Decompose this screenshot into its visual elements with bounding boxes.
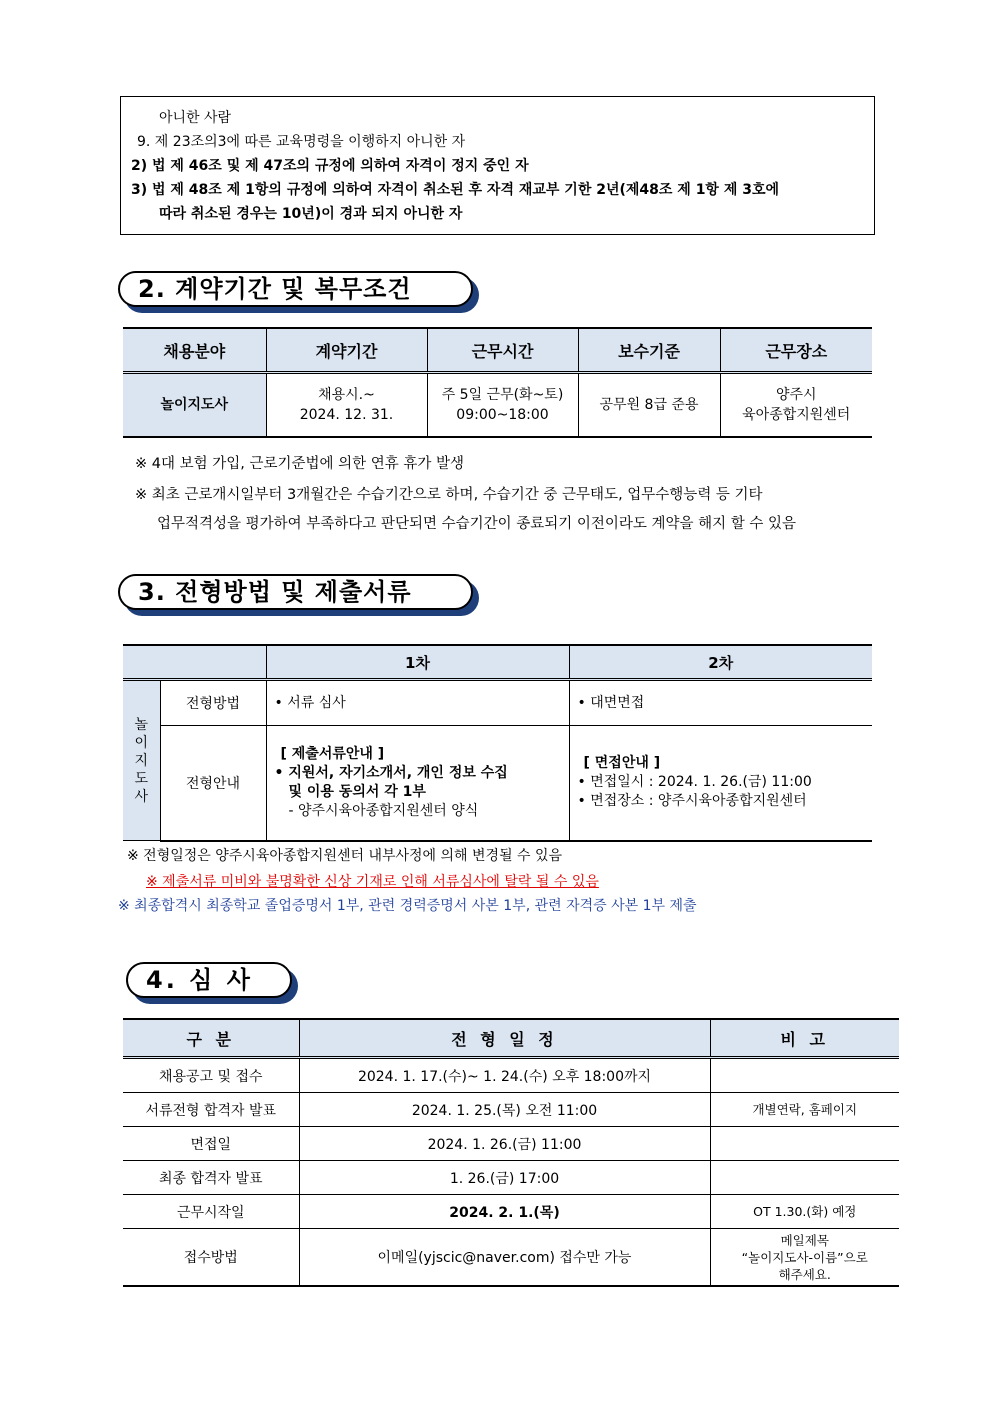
note-final-documents: ※ 최종합격시 최종학교 졸업증명서 1부, 관련 경력증명서 사본 1부, 관련 자격증 사본 1부 제출 <box>118 898 697 914</box>
disq-line: 9. 제 23조의3에 따른 교육명령을 이행하지 아니한 자 <box>137 134 466 150</box>
guide-stage-2: [ 면접안내 ] • 면접일시 : 2024. 1. 26.(금) 11:00 • 면접장소 : 양주시육아종합지원센터 <box>569 726 872 841</box>
row-schedule: 2024. 1. 26.(금) 11:00 <box>299 1127 710 1161</box>
header-pay: 보수기준 <box>578 328 720 373</box>
disq-line: 아니한 사람 <box>159 110 232 126</box>
note-schedule-change: ※ 전형일정은 양주시육아종합지원센터 내부사정에 의해 변경될 수 있음 <box>127 848 563 864</box>
section-4-title: 4. 심 사 <box>126 962 292 998</box>
table-row <box>123 1093 899 1127</box>
header-remarks: 비 고 <box>710 1019 899 1058</box>
table-row <box>123 1058 899 1093</box>
selection-table <box>123 644 872 842</box>
row-note <box>710 1058 899 1093</box>
row-note <box>710 1161 899 1195</box>
note-probation-cont: 업무적격성을 평가하여 부족하다고 판단되면 수습기간이 종료되기 이전이라도 계약을 해지 할 수 있음 <box>157 516 796 532</box>
table-row <box>123 1127 899 1161</box>
header-category: 구 분 <box>123 1019 299 1058</box>
header-period: 계약기간 <box>266 328 427 373</box>
disqualification-box <box>120 96 875 235</box>
row-label: 면접일 <box>123 1127 299 1161</box>
hours-cell: 주 5일 근무(화~토) 09:00~18:00 <box>427 373 578 438</box>
row-label: 채용공고 및 접수 <box>123 1058 299 1093</box>
disq-line: 따라 취소된 경우는 10년)이 경과 되지 아니한 자 <box>159 206 463 222</box>
disq-line: 3) 법 제 48조 제 1항의 규정에 의하여 자격이 취소된 후 자격 재교부 기한 2년(제48조 제 1항 제 3호에 <box>131 182 780 198</box>
disq-line: 2) 법 제 46조 및 제 47조의 규정에 의하여 자격이 정지 중인 자 <box>131 158 529 174</box>
note-insurance: ※ 4대 보험 가입, 근로기준법에 의한 연휴 휴가 발생 <box>135 456 464 472</box>
row-schedule: 2024. 2. 1.(목) <box>299 1195 710 1229</box>
header-stage-2: 2차 <box>569 645 872 680</box>
row-label: 근무시작일 <box>123 1195 299 1229</box>
table-row <box>123 1161 899 1195</box>
header-field: 채용분야 <box>123 328 266 373</box>
row-note: OT 1.30.(화) 예정 <box>710 1195 899 1229</box>
place-cell: 양주시 육아종합지원센터 <box>720 373 872 438</box>
header-hours: 근무시간 <box>427 328 578 373</box>
row-label-guide: 전형안내 <box>160 726 266 841</box>
section-2-header <box>118 271 473 307</box>
method-stage-1: • 서류 심사 <box>266 680 569 726</box>
row-schedule: 1. 26.(금) 17:00 <box>299 1161 710 1195</box>
row-label: 최종 합격자 발표 <box>123 1161 299 1195</box>
guide-stage-1: [ 제출서류안내 ] • 지원서, 자기소개서, 개인 정보 수집 및 이용 동의서 각 1부 - 양주시육아종합지원센터 양식 <box>266 726 569 841</box>
note-probation: ※ 최초 근로개시일부터 3개월간은 수습기간으로 하며, 수습기간 중 근무태도, 업무수행능력 등 기타 <box>135 487 763 503</box>
period-cell: 채용시.~ 2024. 12. 31. <box>266 373 427 438</box>
note-documents-warning: ※ 제출서류 미비와 불명확한 신상 기재로 인해 서류심사에 탈락 될 수 있음 <box>146 874 599 890</box>
table-row <box>123 680 872 726</box>
row-note <box>710 1127 899 1161</box>
side-label: 놀 이 지 도 사 <box>123 680 160 841</box>
section-3-header <box>118 574 473 610</box>
schedule-table <box>123 1018 899 1287</box>
header-blank <box>123 645 266 680</box>
section-4-header <box>126 962 292 998</box>
method-stage-2: • 대면면접 <box>569 680 872 726</box>
section-2-title: 2. 계약기간 및 복무조건 <box>118 271 473 307</box>
row-label: 접수방법 <box>123 1229 299 1287</box>
field-cell: 놀이지도사 <box>123 373 266 438</box>
row-schedule: 이메일(yjscic@naver.com) 접수만 가능 <box>299 1229 710 1287</box>
contract-table <box>123 327 872 438</box>
header-stage-1: 1차 <box>266 645 569 680</box>
header-schedule: 전 형 일 정 <box>299 1019 710 1058</box>
pay-cell: 공무원 8급 준용 <box>578 373 720 438</box>
header-place: 근무장소 <box>720 328 872 373</box>
row-schedule: 2024. 1. 17.(수)~ 1. 24.(수) 오후 18:00까지 <box>299 1058 710 1093</box>
table-row <box>123 1229 899 1287</box>
table-row <box>123 1195 899 1229</box>
section-3-title: 3. 전형방법 및 제출서류 <box>118 574 473 610</box>
row-label: 서류전형 합격자 발표 <box>123 1093 299 1127</box>
table-row <box>123 726 872 841</box>
row-note: 개별연락, 홈페이지 <box>710 1093 899 1127</box>
row-schedule: 2024. 1. 25.(목) 오전 11:00 <box>299 1093 710 1127</box>
row-note: 메일제목 “놀이지도사-이름”으로 해주세요. <box>710 1229 899 1287</box>
row-label-method: 전형방법 <box>160 680 266 726</box>
table-row <box>123 373 872 438</box>
